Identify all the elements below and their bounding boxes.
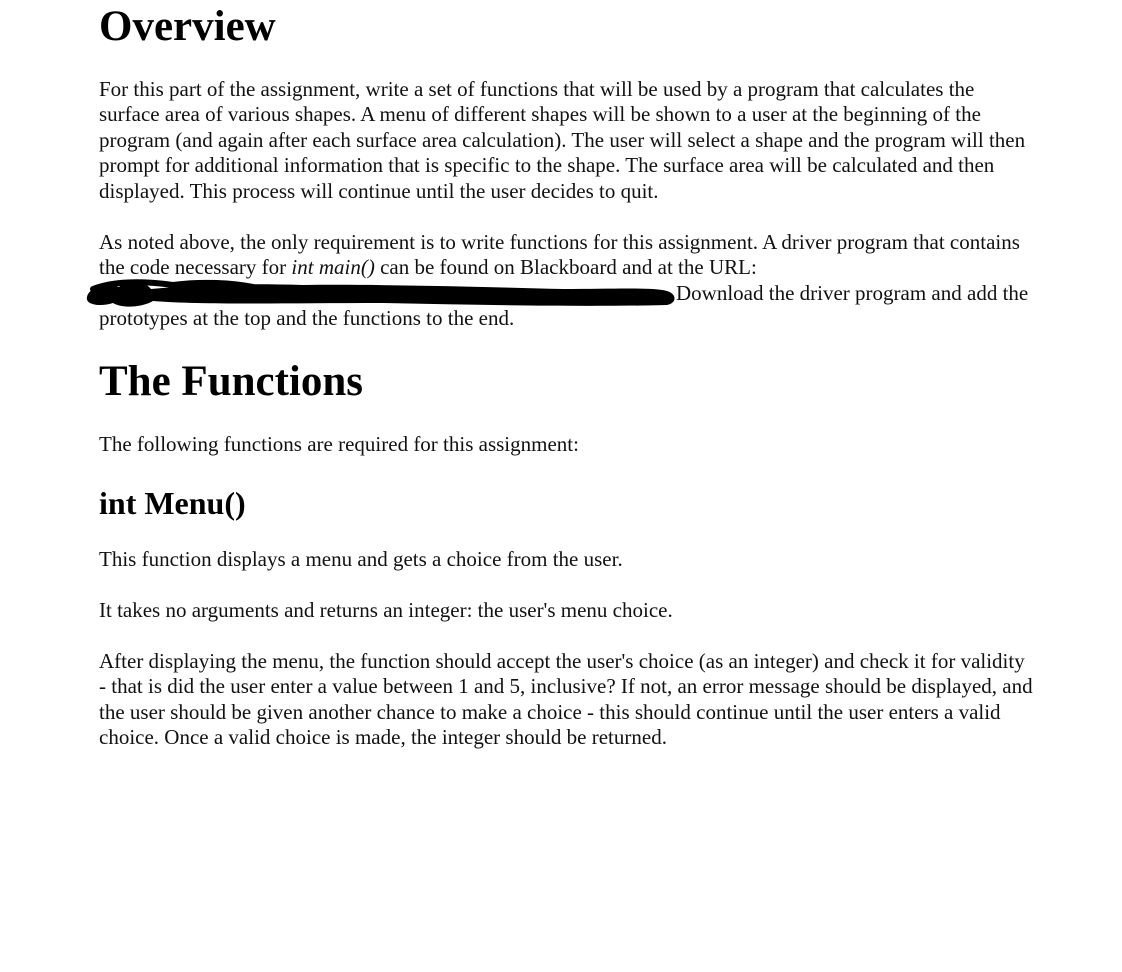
paragraph-text: As noted above, the only requirement is to write functions for this assignment. A driver program that contains the code necessary for (99, 230, 1020, 280)
redaction-scribble (83, 275, 679, 309)
inline-code-main: int main() (291, 255, 375, 280)
overview-paragraph-1: For this part of the assignment, write a set of functions that will be used by a program that calculates the surface area of various shapes. A menu of different shapes will be shown to a user at the beginning of the program (and again after each surface area calculation). The user will select a shape and the program will then prompt for additional information that is specific to the shape. The surface area will be calculated and then displayed. This process will continue until the user decides to quit. (99, 77, 1026, 203)
overview-heading: Overview (99, 3, 276, 50)
paragraph-text: Download the driver program and add the prototypes at the top and the functions to the end. (99, 280, 1029, 331)
menu-description: This function displays a menu and gets a choice from the user. (99, 547, 623, 571)
menu-validation-description: After displaying the menu, the function should accept the user's choice (as an integer) and check it for validity - that is did the user enter a value between 1 and 5, inclusive? If not, an error message should be displayed, and the user should be given another chance to make a choice - this should continue until the user enters a valid choice. Once a valid choice is made, the integer should be returned. (99, 649, 1033, 750)
menu-function-heading: int Menu() (99, 485, 246, 521)
functions-heading: The Functions (99, 358, 364, 405)
functions-intro: The following functions are required for this assignment: (99, 432, 579, 456)
paragraph-text: can be found on Blackboard and at the URL: (374, 255, 757, 280)
menu-return-description: It takes no arguments and returns an integer: the user's menu choice. (99, 598, 673, 622)
